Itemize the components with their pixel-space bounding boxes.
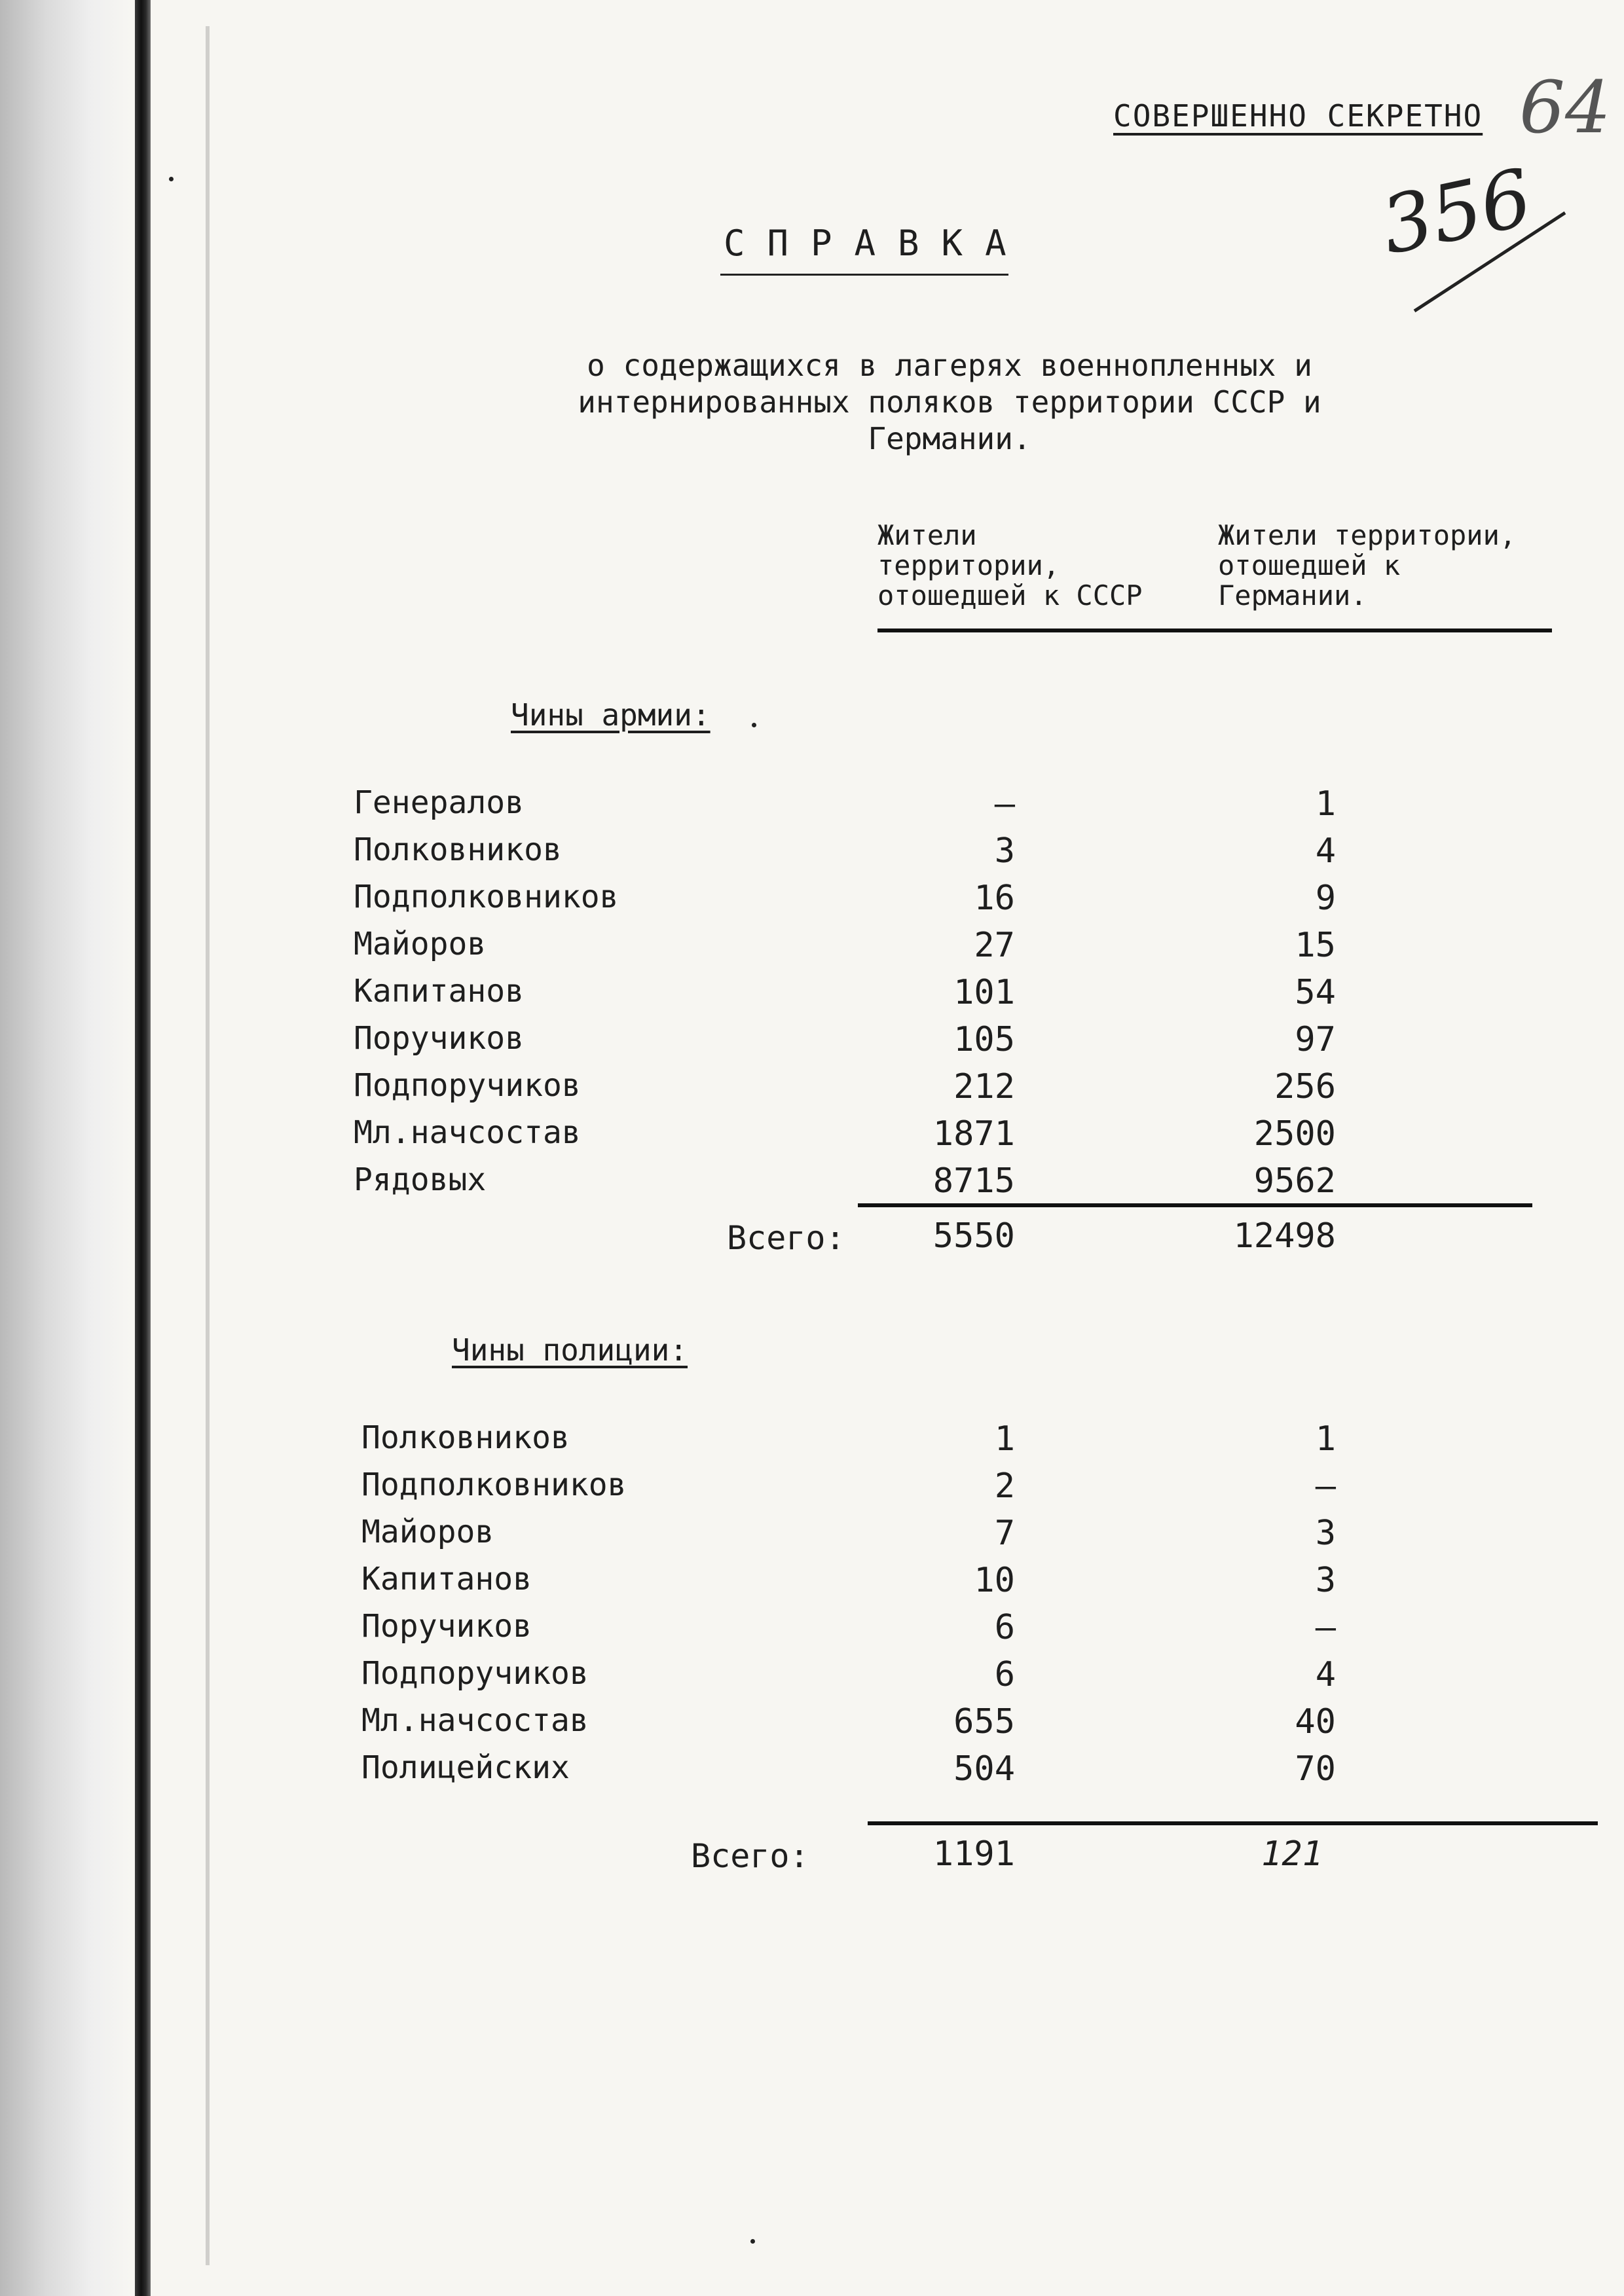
table-row <box>0 784 1624 831</box>
rank-label: Генералов <box>354 784 525 821</box>
table-row <box>0 926 1624 973</box>
rank-label: Подполковников <box>361 1467 627 1503</box>
value-germany: 4 <box>1315 1655 1336 1694</box>
column-header-germany: Жители территории, отошедшей к Германии. <box>1218 519 1517 611</box>
value-germany: 40 <box>1295 1702 1336 1741</box>
value-ussr: 6 <box>994 1608 1015 1647</box>
section-heading-army: Чины армии: <box>511 697 710 733</box>
value-germany: 54 <box>1295 973 1336 1012</box>
speck <box>752 723 756 727</box>
value-ussr: – <box>994 784 1015 824</box>
table-row <box>0 1467 1624 1514</box>
header-rule <box>877 629 1552 632</box>
value-ussr: 8715 <box>932 1161 1015 1201</box>
value-germany: 70 <box>1295 1749 1336 1789</box>
table-row <box>0 1655 1624 1702</box>
police-total-ussr: 1191 <box>932 1834 1015 1874</box>
army-total-ussr: 5550 <box>932 1216 1015 1256</box>
secrecy-stamp: СОВЕРШЕННО СЕКРЕТНО <box>1113 98 1483 134</box>
table-row <box>0 1514 1624 1561</box>
value-germany: 97 <box>1295 1020 1336 1059</box>
rank-label: Мл.начсостав <box>354 1114 581 1151</box>
table-row <box>0 973 1624 1020</box>
value-germany: 256 <box>1274 1067 1336 1106</box>
value-ussr: 2 <box>994 1467 1015 1506</box>
value-germany: 9562 <box>1253 1161 1336 1201</box>
value-ussr: 1 <box>994 1419 1015 1459</box>
value-germany: 4 <box>1315 831 1336 871</box>
table-row <box>0 1749 1624 1796</box>
table-row <box>0 1114 1624 1161</box>
rank-label: Капитанов <box>354 973 525 1010</box>
rank-label: Мл.начсостав <box>361 1702 589 1739</box>
rank-label: Рядовых <box>354 1161 487 1198</box>
rank-label: Капитанов <box>361 1561 532 1597</box>
army-total-germany: 12498 <box>1233 1216 1336 1256</box>
rank-label: Подпоручиков <box>361 1655 589 1692</box>
table-row <box>0 831 1624 879</box>
table-row <box>0 1561 1624 1608</box>
rank-label: Поручиков <box>361 1608 532 1645</box>
army-total-label: Всего: <box>727 1219 845 1257</box>
value-germany: – <box>1315 1467 1336 1506</box>
table-row <box>0 879 1624 926</box>
document-title: СПРАВКА <box>724 223 1029 264</box>
section-heading-police: Чины полиции: <box>452 1332 688 1368</box>
rank-label: Поручиков <box>354 1020 525 1057</box>
value-germany: 1 <box>1315 784 1336 824</box>
value-ussr: 101 <box>953 973 1015 1012</box>
value-germany: 3 <box>1315 1561 1336 1600</box>
value-germany: 2500 <box>1253 1114 1336 1154</box>
title-underline <box>720 274 1008 276</box>
value-ussr: 504 <box>953 1749 1015 1789</box>
value-ussr: 655 <box>953 1702 1015 1741</box>
column-header-ussr: Жители территории, отошедшей к СССР <box>877 519 1143 611</box>
archive-number-stroke <box>1401 203 1578 321</box>
table-row <box>0 1419 1624 1467</box>
value-ussr: 16 <box>974 879 1015 918</box>
table-row <box>0 1067 1624 1114</box>
speck <box>750 2239 755 2244</box>
police-total-rule <box>868 1821 1598 1825</box>
value-germany: 9 <box>1315 879 1336 918</box>
table-row <box>0 1608 1624 1655</box>
value-ussr: 212 <box>953 1067 1015 1106</box>
table-row <box>0 1702 1624 1749</box>
archive-number: 356 <box>1374 152 1540 273</box>
table-row <box>0 1161 1624 1209</box>
police-total-germany: 121 <box>1261 1834 1323 1874</box>
rank-label: Подпоручиков <box>354 1067 581 1104</box>
value-germany: 1 <box>1315 1419 1336 1459</box>
table-row <box>0 1020 1624 1067</box>
value-ussr: 27 <box>974 926 1015 965</box>
rank-label: Полковников <box>354 831 562 868</box>
value-ussr: 10 <box>974 1561 1015 1600</box>
army-total-rule <box>858 1203 1532 1207</box>
value-germany: 3 <box>1315 1514 1336 1553</box>
document-subtitle: о содержащихся в лагерях военнопленных и интернированных поляков территории СССР и Германии. <box>578 348 1321 456</box>
value-ussr: 6 <box>994 1655 1015 1694</box>
value-ussr: 7 <box>994 1514 1015 1553</box>
rank-label: Полицейских <box>361 1749 570 1786</box>
rank-label: Майоров <box>361 1514 494 1550</box>
rank-label: Подполковников <box>354 879 619 915</box>
folio-number: 64 <box>1519 65 1611 149</box>
value-ussr: 3 <box>994 831 1015 871</box>
value-germany: – <box>1315 1608 1336 1647</box>
value-ussr: 1871 <box>932 1114 1015 1154</box>
value-germany: 15 <box>1295 926 1336 965</box>
rank-label: Полковников <box>361 1419 570 1456</box>
speck <box>169 177 174 181</box>
value-ussr: 105 <box>953 1020 1015 1059</box>
rank-label: Майоров <box>354 926 487 962</box>
police-total-label: Всего: <box>691 1837 809 1875</box>
